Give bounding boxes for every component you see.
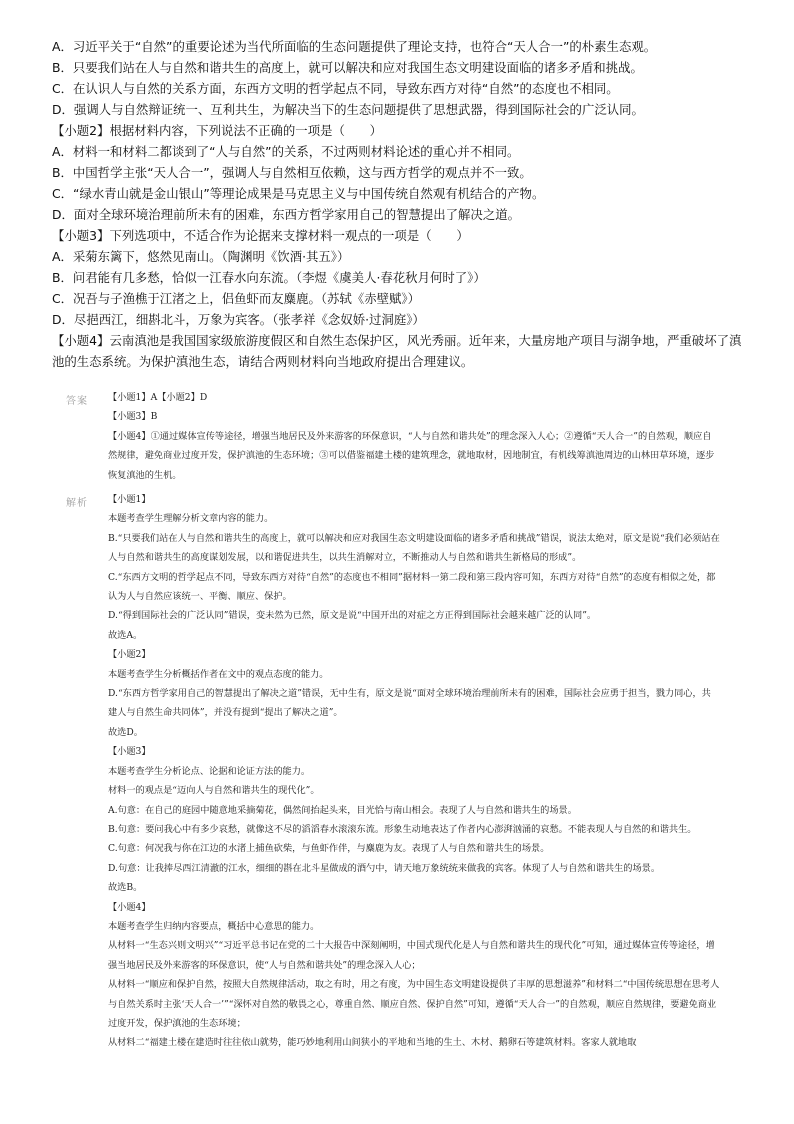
answer-content	[108, 388, 720, 485]
q2-stem: 【小题2】根据材料内容，下列说法不正确的一项是（ ）	[52, 123, 383, 138]
analysis-line: B.“只要我们站在人与自然和谐共生的高度上，就可以解决和应对我国生态文明建设面临的诸多矛盾和挑战”错误，说法太绝对，原文是说“我们必须站在人与自然和谐共生的高度谋划发展，以和谐促进共生，以共生消解对立，不断推动人与自然和谐共生新格局的形成”。	[108, 532, 720, 564]
analysis-line: D.句意：让我捧尽西江清澈的江水，细细的斟在北斗星做成的酒勺中，请天地万象统统来做我的宾客。体现了人与自然和谐共生的场景。	[108, 862, 661, 874]
q2-option-d: D．面对全球环境治理前所未有的困难，东西方哲学家用自己的智慧提出了解决之道。	[52, 207, 520, 222]
q1-option-a: A．习近平关于“自然”的重要论述为当代所面临的生态问题提供了理论支持，也符合“天人合一”的朴素生态观。	[52, 39, 657, 54]
q3-option-b: B．问君能有几多愁，恰似一江春水向东流。（李煜《虞美人·春花秋月何时了》）	[52, 270, 486, 285]
answer-line: 【小题1】A【小题2】D	[108, 392, 208, 403]
q3-option-d: D．尽挹西江，细斟北斗，万象为宾客。（张孝祥《念奴娇·过洞庭》）	[52, 312, 425, 327]
analysis-line: C.“东西方文明的哲学起点不同，导致东西方对待“自然”的态度也不相同”据材料一第二段和第三段内容可知，东西方对待“自然”的态度有相似之处，都认为人与自然应该统一、平衡、顺应、保护。	[108, 571, 716, 603]
q4-stem: 【小题4】云南滇池是我国国家级旅游度假区和自然生态保护区，风光秀丽。近年来，大量房地产项目与湖争地，严重破坏了滇池的生态系统。为保护滇池生态，请结合两则材料向当地政府提出合理建议。	[52, 333, 742, 369]
analysis-line: 故选D。	[108, 726, 143, 738]
q1-option-d: D．强调人与自然辩证统一、互利共生，为解决当下的生态问题提供了思想武器，得到国际社会的广泛认同。	[52, 102, 644, 117]
analysis-line: D.“东西方哲学家用自己的智慧提出了解决之道”错误，无中生有，原文是说“面对全球环境治理前所未有的困难，国际社会应勇于担当，戮力同心，共建人与自然生命共同体”，并没有提到“提出了解决之道”。	[108, 688, 711, 719]
q2-option-c: C．“绿水青山就是金山银山”等理论成果是马克思主义与中国传统自然观有机结合的产物。	[52, 186, 545, 201]
q2-option-a: A．材料一和材料二都谈到了“人与自然”的关系，不过两则材料论述的重心并不相同。	[52, 144, 520, 159]
analysis-line: 从材料二“福建土楼在建造时往往依山就势，能巧妙地利用山间狭小的平地和当地的生土、木材、鹅卵石等建筑材料。客家人就地取	[108, 1037, 637, 1049]
analysis-line: 本题考查学生分析论点、论据和论证方法的能力。	[108, 765, 311, 777]
answer-label: 答案	[66, 396, 88, 407]
analysis-line: B.句意：要问我心中有多少哀愁，就像这不尽的滔滔春水滚滚东流。形象生动地表达了作者内心澎湃汹涌的哀愁。不能表现人与自然的和谐共生。	[108, 823, 697, 835]
analysis-line: 从材料一“生态兴则文明兴”“习近平总书记在党的二十大报告中深刻阐明，中国式现代化是人与自然和谐共生的现代化”可知，通过媒体宣传等途径，增强当地居民及外来游客的环保意识，使“人与自然和谐共处”的理念深入人心；	[108, 940, 715, 971]
analysis-line: 从材料一“顺应和保护自然，按照大自然规律活动，取之有时，用之有度，为中国生态文明建设提供了丰厚的思想滋养”和材料二“中国传统思想在思考人与自然关系时主张‘天人合一’”“深怀对自然的敬畏之心，尊重自然、顺应自然、保护自然”可知，遵循“天人合一”的自然观，顺应自然规律，要避免商业过度开发，保护滇池的生态环境；	[108, 979, 720, 1029]
analysis-line: 【小题4】	[108, 901, 151, 913]
q2-option-b: B．中国哲学主张“天人合一”，强调人与自然相互依赖，这与西方哲学的观点并不一致。	[52, 165, 532, 180]
answer-line: 【小题4】①通过媒体宣传等途径，增强当地居民及外来游客的环保意识，“人与自然和谐共处”的理念深入人心；②遵循“天人合一”的自然观，顺应自然规律，避免商业过度开发，保护滇池的生态环境；③可以借鉴福建土楼的建筑理念，就地取材，因地制宜，有机线筹滇池周边的山林田草环境，逐步恢复滇池的生机。	[108, 430, 715, 481]
analysis-line: 本题考查学生分析概括作者在文中的观点态度的能力。	[108, 668, 329, 680]
analysis-line: 材料一的观点是“迈向人与自然和谐共生的现代化”。	[108, 785, 320, 797]
analysis-line: 故选A。	[108, 629, 143, 641]
analysis-line: 【小题3】	[108, 746, 151, 758]
q3-stem: 【小题3】下列选项中，不适合作为论据来支撑材料一观点的一项是（ ）	[52, 228, 469, 243]
analysis-line: D.“得到国际社会的广泛认同”错误，变未然为已然，原文是说“中国开出的对症之方正得到国际社会越来越广泛的认同”。	[108, 610, 597, 622]
question-block	[52, 36, 742, 372]
q1-option-c: C．在认识人与自然的关系方面，东西方文明的哲学起点不同，导致东西方对待“自然”的态度也不相同。	[52, 81, 619, 96]
answer-line: 【小题3】B	[108, 411, 158, 423]
analysis-line: 【小题1】	[108, 494, 151, 505]
q3-option-c: C．况吾与子渔樵于江渚之上，侣鱼虾而友麋鹿。（苏轼《赤壁赋》）	[52, 291, 420, 306]
analysis-line: 【小题2】	[108, 649, 151, 661]
analysis-line: 本题考查学生理解分析文章内容的能力。	[108, 513, 274, 525]
analysis-content	[108, 490, 720, 1053]
analysis-label: 解析	[66, 498, 88, 509]
analysis-line: 本题考查学生归纳内容要点，概括中心意思的能力。	[108, 920, 320, 932]
analysis-line: 故选B。	[108, 882, 143, 894]
analysis-line: A.句意：在自己的庭园中随意地采摘菊花，偶然间抬起头来，目光恰与南山相会。表现了人与自然和谐共生的场景。	[108, 804, 577, 816]
q1-option-b: B．只要我们站在人与自然和谐共生的高度上，就可以解决和应对我国生态文明建设面临的诸多矛盾和挑战。	[52, 60, 643, 75]
analysis-line: C.句意：何况我与你在江边的水渚上捕鱼砍柴，与鱼虾作伴，与麋鹿为友。表现了人与自然和谐共生的场景。	[108, 843, 550, 855]
q3-option-a: A．采菊东篱下，悠然见南山。（陶渊明《饮酒·其五》）	[52, 249, 350, 264]
